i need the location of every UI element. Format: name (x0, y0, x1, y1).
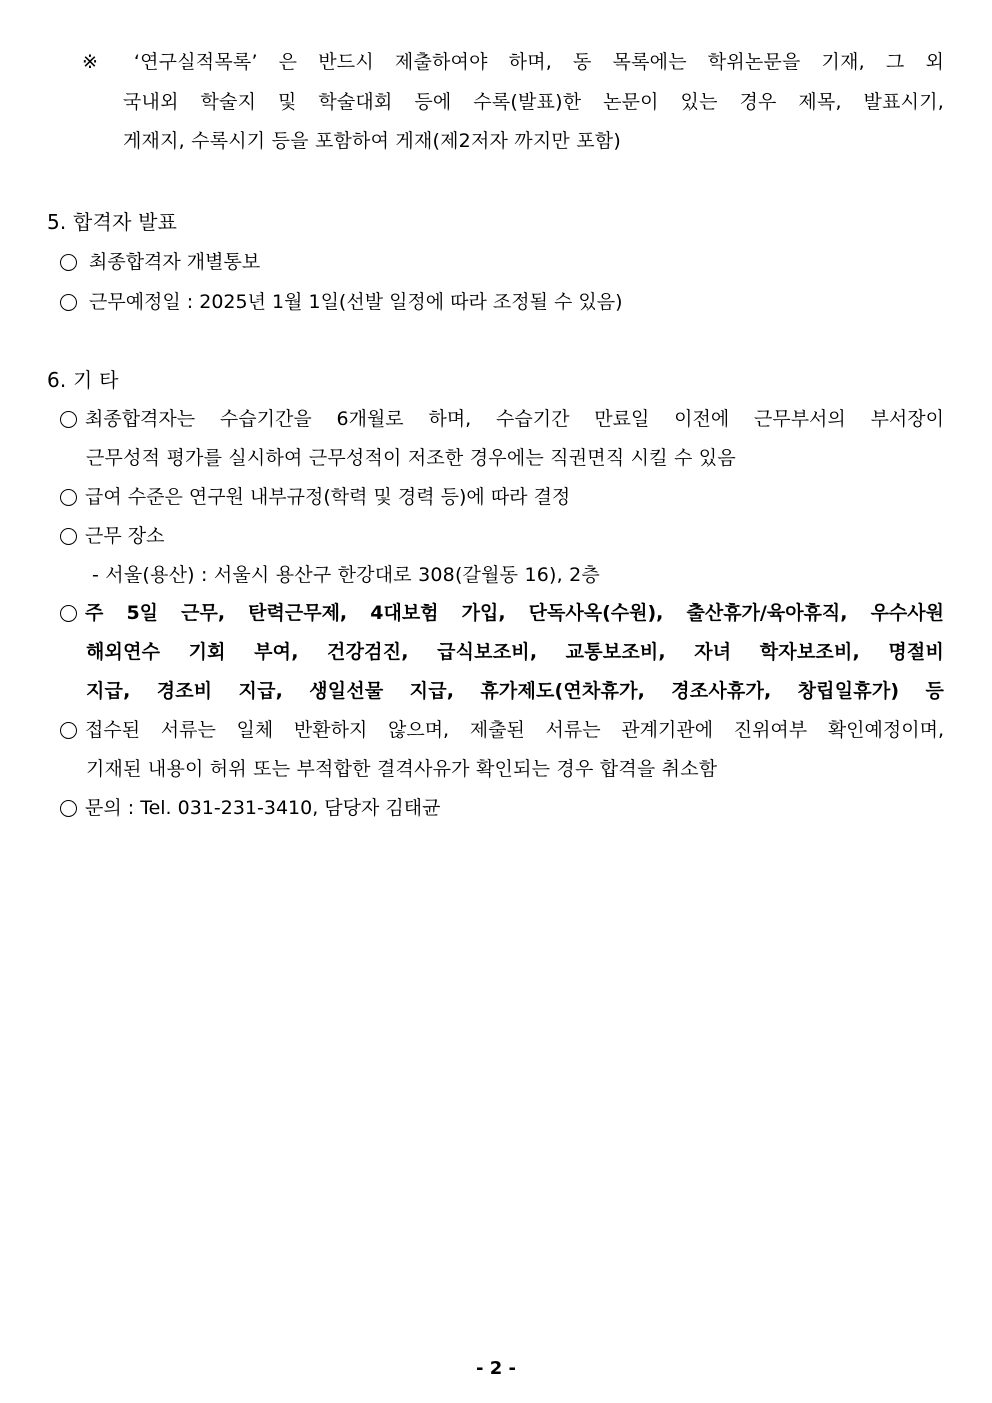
section-6-item-6-text: 문의 : Tel. 031-231-3410, 담당자 김태균 (85, 797, 441, 819)
note-line-1: ※ ‘연구실적목록’ 은 반드시 제출하여야 하며, 동 목록에는 학위논문을 기재, 그 외 (82, 51, 944, 73)
section-6-item-1-line-2: 근무성적 평가를 실시하여 근무성적이 저조한 경우에는 직권면직 시킬 수 있음 (86, 447, 736, 469)
circle-bullet-icon (60, 254, 77, 271)
section-5-item-2-text: 근무예정일 : 2025년 1월 1일(선발 일정에 따라 조정될 수 있음) (89, 291, 623, 313)
section-6-item-5 (60, 716, 944, 744)
section-6-item-3 (60, 522, 164, 550)
circle-bullet-icon (60, 605, 77, 622)
note-line-2: 국내외 학술지 및 학술대회 등에 수록(발표)한 논문이 있는 경우 제목, 발표시기, (123, 91, 944, 113)
section-6-item-5-line-2: 기재된 내용이 허위 또는 부적합한 결격사유가 확인되는 경우 합격을 취소함 (86, 758, 718, 780)
section-5-heading: 5. 합격자 발표 (47, 210, 178, 234)
note-line-3: 게재지, 수록시기 등을 포함하여 게재(제2저자 까지만 포함) (123, 130, 621, 152)
section-6-item-4 (60, 599, 944, 627)
circle-bullet-icon (60, 411, 77, 428)
section-6-item-6 (60, 794, 440, 822)
section-6-heading: 6. 기 타 (47, 368, 119, 392)
circle-bullet-icon (60, 528, 77, 545)
section-6-item-4-line-3: 지급, 경조비 지급, 생일선물 지급, 휴가제도(연차휴가, 경조사휴가, 창립일휴가) 등 (86, 680, 944, 702)
page-number: - 2 - (476, 1358, 516, 1379)
circle-bullet-icon (60, 294, 77, 311)
section-6-item-2 (60, 483, 570, 511)
section-6-item-4-line-2: 해외연수 기회 부여, 건강검진, 급식보조비, 교통보조비, 자녀 학자보조비, 명절비 (86, 641, 944, 663)
section-6-item-5-line-1: 접수된 서류는 일체 반환하지 않으며, 제출된 서류는 관계기관에 진위여부 확인예정이며, (85, 719, 944, 741)
section-6-item-3-label: 근무 장소 (85, 525, 165, 547)
section-5-item-1-text: 최종합격자 개별통보 (89, 251, 261, 273)
circle-bullet-icon (60, 489, 77, 506)
section-6-item-3-sub: - 서울(용산) : 서울시 용산구 한강대로 308(갈월동 16), 2층 (92, 564, 600, 586)
section-5-item-2 (60, 288, 623, 316)
section-6-item-1-line-1: 최종합격자는 수습기간을 6개월로 하며, 수습기간 만료일 이전에 근무부서의 부서장이 (85, 408, 944, 430)
section-6-item-2-text: 급여 수준은 연구원 내부규정(학력 및 경력 등)에 따라 결정 (85, 486, 571, 508)
circle-bullet-icon (60, 800, 77, 817)
circle-bullet-icon (60, 722, 77, 739)
section-6-item-4-line-1: 주 5일 근무, 탄력근무제, 4대보험 가입, 단독사옥(수원), 출산휴가/육아휴직, 우수사원 (85, 602, 944, 624)
section-6-item-1 (60, 405, 944, 433)
section-5-item-1 (60, 248, 260, 276)
